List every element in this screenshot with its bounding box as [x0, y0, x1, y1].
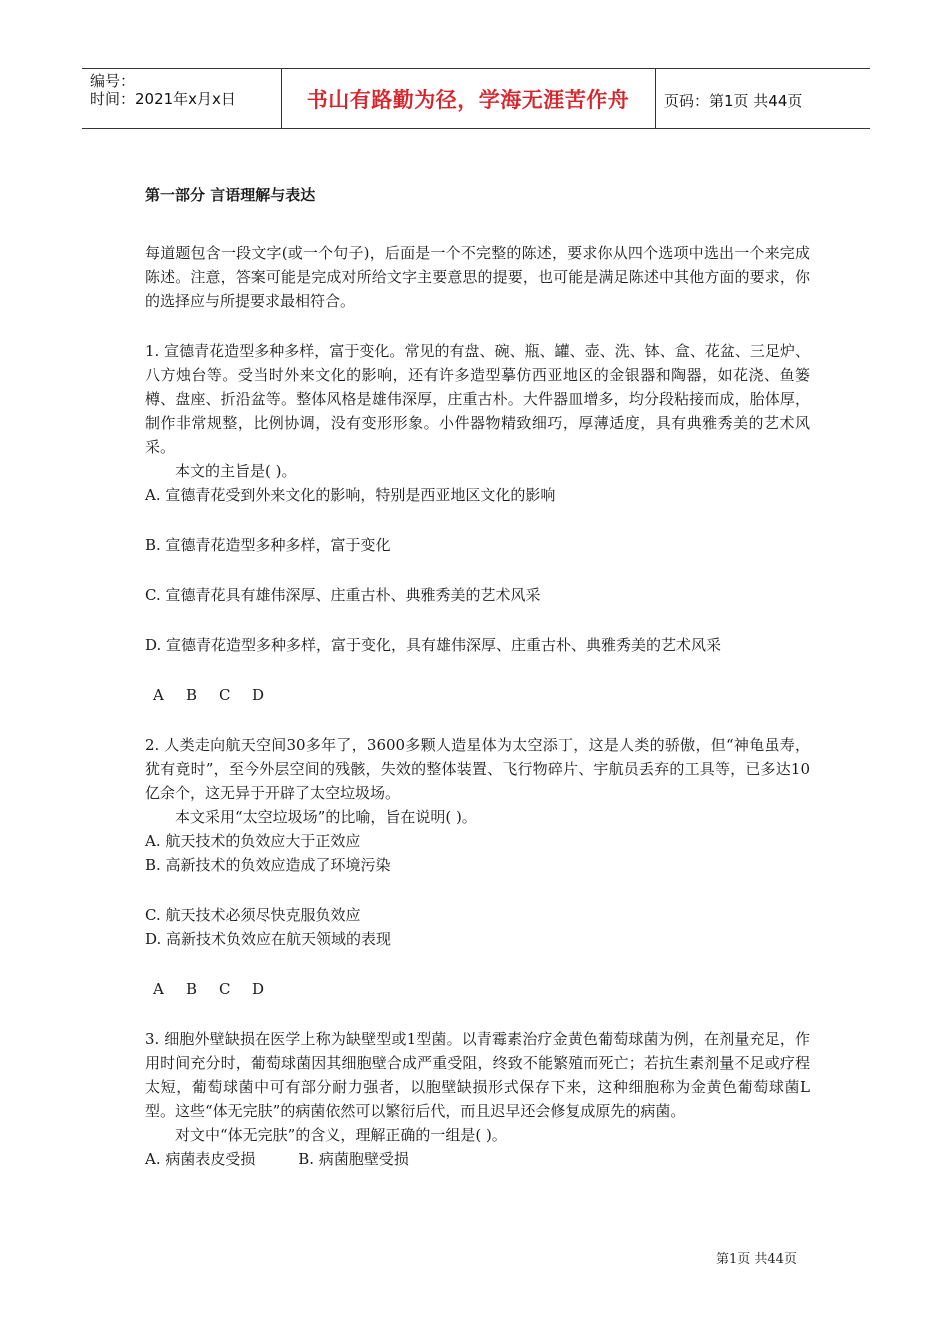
header-time-label: 时间：2021年x月x日: [90, 90, 236, 108]
question-3-passage: 3. 细胞外壁缺损在医学上称为缺壁型或1型菌。以青霉素治疗金黄色葡萄球菌为例，在剂量充足，作用时间充分时，葡萄球菌因其细胞壁合成严重受阻，终致不能繁殖而死亡；若抗生素剂量不足或疗程太短，葡萄球菌中可有部分耐力强者，以胞壁缺损形式保存下来，这种细胞称为金黄色葡萄球菌L型。这些“体无完肤”的病菌依然可以繁衍后代，而且迟早还会修复成原先的病菌。: [145, 1030, 810, 1120]
question-1-option-a: A. 宣德青花受到外来文化的影响，特别是西亚地区文化的影响: [145, 486, 556, 504]
header-number-label: 编号：: [90, 72, 136, 90]
header-bottom-rule: [82, 128, 870, 129]
question-2-option-d: D. 高新技术负效应在航天领域的表现: [145, 930, 392, 948]
question-2-option-c: C. 航天技术必须尽快克服负效应: [145, 906, 361, 924]
answer-choice-c[interactable]: C: [219, 980, 231, 998]
question-1-option-d: D. 宣德青花造型多种多样，富于变化，具有雄伟深厚、庄重古朴、典雅秀美的艺术风采: [145, 636, 722, 654]
answer-choice-a[interactable]: A: [153, 980, 164, 998]
answer-choice-d[interactable]: D: [252, 686, 265, 704]
answer-choice-b[interactable]: B: [186, 980, 198, 998]
answer-choice-a[interactable]: A: [153, 686, 164, 704]
answer-choice-b[interactable]: B: [186, 686, 198, 704]
page-footer: 第1页 共44页: [716, 1252, 797, 1267]
section-title: 第一部分 言语理解与表达: [145, 186, 316, 204]
header-page-info: 页码：第1页 共44页: [664, 92, 803, 110]
answer-choice-c[interactable]: C: [219, 686, 231, 704]
question-2-answer-choices: [145, 977, 810, 1001]
instructions-paragraph: 每道题包含一段文字(或一个句子)，后面是一个不完整的陈述，要求你从四个选项中选出一个来完成陈述。注意，答案可能是完成对所给文字主要意思的提要，也可能是满足陈述中其他方面的要求，你的选择应与所提要求最相符合。: [145, 244, 810, 310]
answer-choice-d[interactable]: D: [252, 980, 265, 998]
question-2-option-b: B. 高新技术的负效应造成了环境污染: [145, 856, 391, 874]
question-2-stem: 本文采用“太空垃圾场”的比喻，旨在说明( )。: [175, 808, 477, 826]
header-motto: 书山有路勤为径，学海无涯苦作舟: [306, 88, 630, 112]
question-2-passage: 2. 人类走向航天空间30多年了，3600多颗人造星体为太空添丁，这是人类的骄傲，但“神龟虽寿，犹有竟时”，至今外层空间的残骸，失效的整体装置、飞行物碎片、宇航员丢弃的工具等，已多达10亿余个，这无异于开辟了太空垃圾场。: [145, 736, 810, 802]
header-top-rule: [82, 68, 870, 69]
question-3-options: A. 病菌表皮受损 B. 病菌胞壁受损: [145, 1150, 409, 1168]
question-3-stem: 对文中“体无完肤”的含义，理解正确的一组是( )。: [175, 1126, 507, 1144]
header-divider-right: [655, 68, 656, 129]
question-1-stem: 本文的主旨是( )。: [175, 462, 297, 480]
question-1-option-c: C. 宣德青花具有雄伟深厚、庄重古朴、典雅秀美的艺术风采: [145, 586, 541, 604]
question-1-answer-choices: [145, 683, 810, 707]
question-1-passage: 1. 宣德青花造型多种多样，富于变化。常见的有盘、碗、瓶、罐、壶、洗、钵、盒、花盆、三足炉、八方烛台等。受当时外来文化的影响，还有许多造型摹仿西亚地区的金银器和陶器，如花浇、鱼篓樽、盘座、折沿盆等。整体风格是雄伟深厚，庄重古朴。大件器皿增多，均分段粘接而成，胎体厚，制作非常规整，比例协调，没有变形形象。小件器物精致细巧，厚薄适度，具有典雅秀美的艺术风采。: [145, 342, 810, 456]
document-body: [145, 183, 810, 1171]
question-2-option-a: A. 航天技术的负效应大于正效应: [145, 832, 361, 850]
question-1-option-b: B. 宣德青花造型多种多样，富于变化: [145, 536, 391, 554]
